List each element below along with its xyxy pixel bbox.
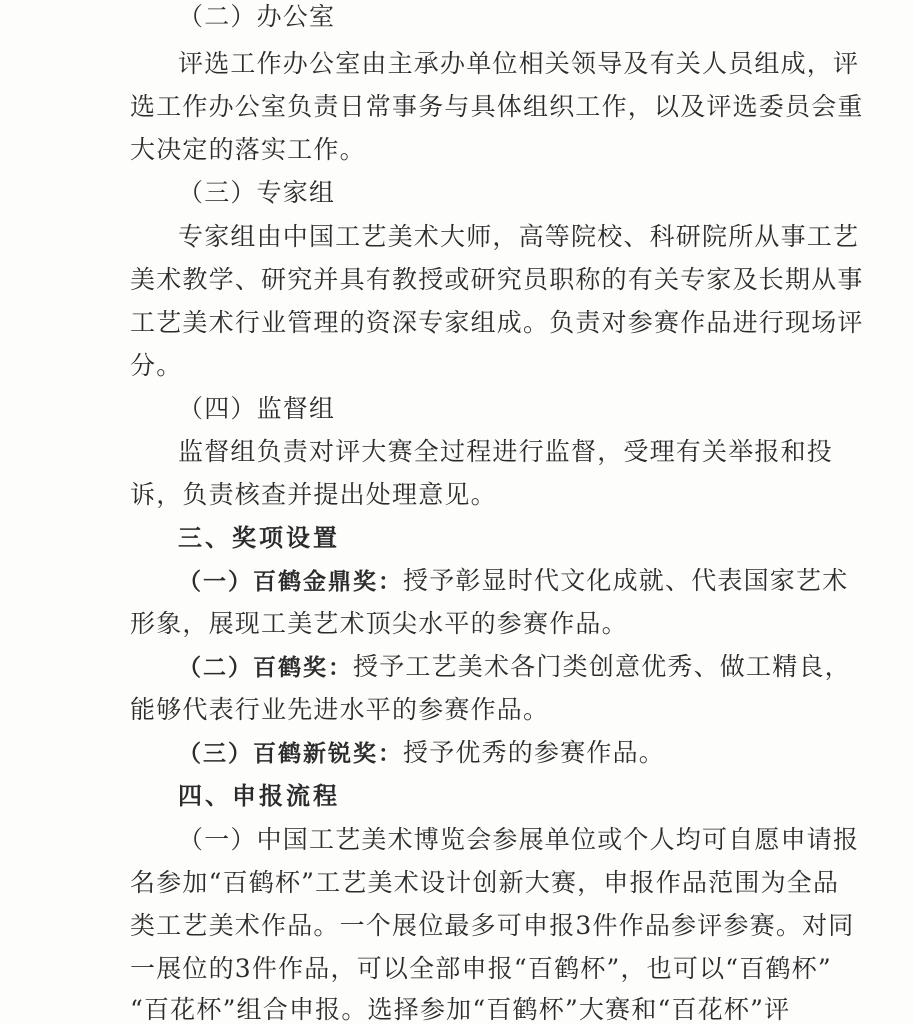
paragraph-line: 监督组负责对评大赛全过程进行监督，受理有关举报和投 [178, 437, 834, 466]
paragraph-line: 大决定的落实工作。 [130, 135, 366, 164]
paragraph-line: （一）中国工艺美术博览会参展单位或个人均可自愿申请报 [178, 825, 860, 854]
award-description: 授予彰显时代文化成就、代表国家艺术 [403, 566, 849, 595]
paragraph-line: 专家组由中国工艺美术大师，高等院校、科研院所从事工艺 [178, 222, 860, 251]
award-item-baihe [178, 652, 851, 683]
paragraph-line: 能够代表行业先进水平的参赛作品。 [130, 695, 550, 724]
paragraph-line: 一展位的3件作品，可以全部申报“百鹤杯”，也可以“百鹤杯” [130, 954, 832, 983]
section-heading-awards: 三、奖项设置 [178, 524, 340, 552]
subsection-heading-office: （二）办公室 [178, 2, 336, 31]
paragraph-line: “百花杯”组合申报。选择参加“百鹤杯”大赛和“百花杯”评 [130, 995, 791, 1024]
award-item-golden-tripod [178, 566, 848, 597]
award-description: 授予优秀的参赛作品。 [403, 738, 666, 767]
paragraph-line: 诉，负责核查并提出处理意见。 [130, 480, 497, 509]
award-name: （一）百鹤金鼎奖： [178, 569, 403, 595]
section-heading-application: 四、申报流程 [178, 782, 340, 810]
paragraph-line: 名参加“百鹤杯”工艺美术设计创新大赛，申报作品范围为全品 [130, 868, 840, 897]
subsection-heading-experts: （三）专家组 [178, 178, 336, 207]
paragraph-line: 选工作办公室负责日常事务与具体组织工作，以及评选委员会重 [130, 92, 864, 121]
paragraph-line: 分。 [130, 351, 183, 380]
award-name: （三）百鹤新锐奖： [178, 741, 403, 767]
award-item-newcomer [178, 738, 665, 769]
paragraph-line: 类工艺美术作品。一个展位最多可申报3件作品参评参赛。对同 [130, 911, 855, 940]
paragraph-line: 形象，展现工美艺术顶尖水平的参赛作品。 [130, 609, 628, 638]
paragraph-line: 评选工作办公室由主承办单位相关领导及有关人员组成，评 [178, 49, 860, 78]
paragraph-line: 美术教学、研究并具有教授或研究员职称的有关专家及长期从事 [130, 265, 864, 294]
award-name: （二）百鹤奖： [178, 655, 353, 681]
paragraph-line: 工艺美术行业管理的资深专家组成。负责对参赛作品进行现场评 [130, 308, 864, 337]
subsection-heading-supervision: （四）监督组 [178, 394, 336, 423]
award-description: 授予工艺美术各门类创意优秀、做工精良， [353, 652, 851, 681]
